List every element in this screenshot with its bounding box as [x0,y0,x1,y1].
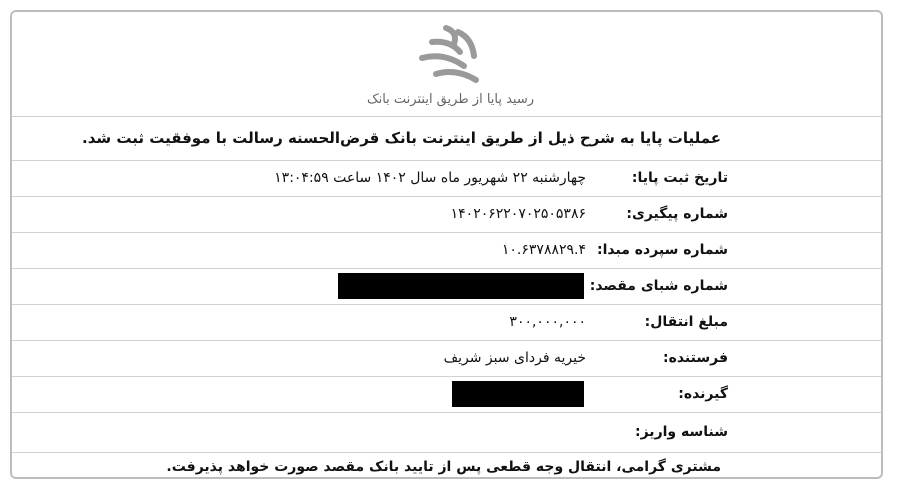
field-row-destination-sheba [12,268,881,305]
field-label: شماره پیگیری: [626,206,728,222]
field-label: شناسه واریز: [635,424,728,440]
field-label: فرستنده: [662,350,728,366]
field-value: خیریه فردای سبز شریف [443,350,586,366]
field-value: ۳۰۰,۰۰۰,۰۰۰ [509,314,586,330]
field-row-source-account [12,232,881,269]
field-value: ۱۰.۶۳۷۸۸۲۹.۴ [501,242,586,258]
field-row-deposit-id [12,412,881,453]
receipt-title: عملیات پایا به شرح ذیل از طریق اینترنت بانک قرض‌الحسنه رسالت با موفقیت ثبت شد. [12,116,881,161]
field-label: شماره شبای مقصد: [589,278,728,294]
receipt-header [12,12,881,117]
receipt-subtitle: رسید پایا از طریق اینترنت بانک [366,92,535,107]
field-row-sender [12,340,881,377]
bank-logo-icon [414,22,484,86]
field-label: تاریخ ثبت پایا: [631,170,728,186]
field-row-date [12,160,881,197]
receipt-card [10,10,883,479]
redacted-block [452,381,584,407]
field-value: چهارشنبه ۲۲ شهریور ماه سال ۱۴۰۲ ساعت ۱۳:۰۴:۵۹ [274,170,586,186]
field-value: ۱۴۰۲۰۶۲۲۰۷۰۲۵۰۵۳۸۶ [450,206,586,222]
receipt-footer-note: مشتری گرامی، انتقال وجه قطعی پس از تایید بانک مقصد صورت خواهد پذیرفت. [166,458,721,475]
field-label: گیرنده: [678,386,728,402]
field-row-receiver [12,376,881,413]
redacted-block [338,273,584,299]
field-label: شماره سپرده مبدا: [597,242,728,258]
field-label: مبلغ انتقال: [644,314,728,330]
field-row-tracking-number [12,196,881,233]
field-row-amount [12,304,881,341]
